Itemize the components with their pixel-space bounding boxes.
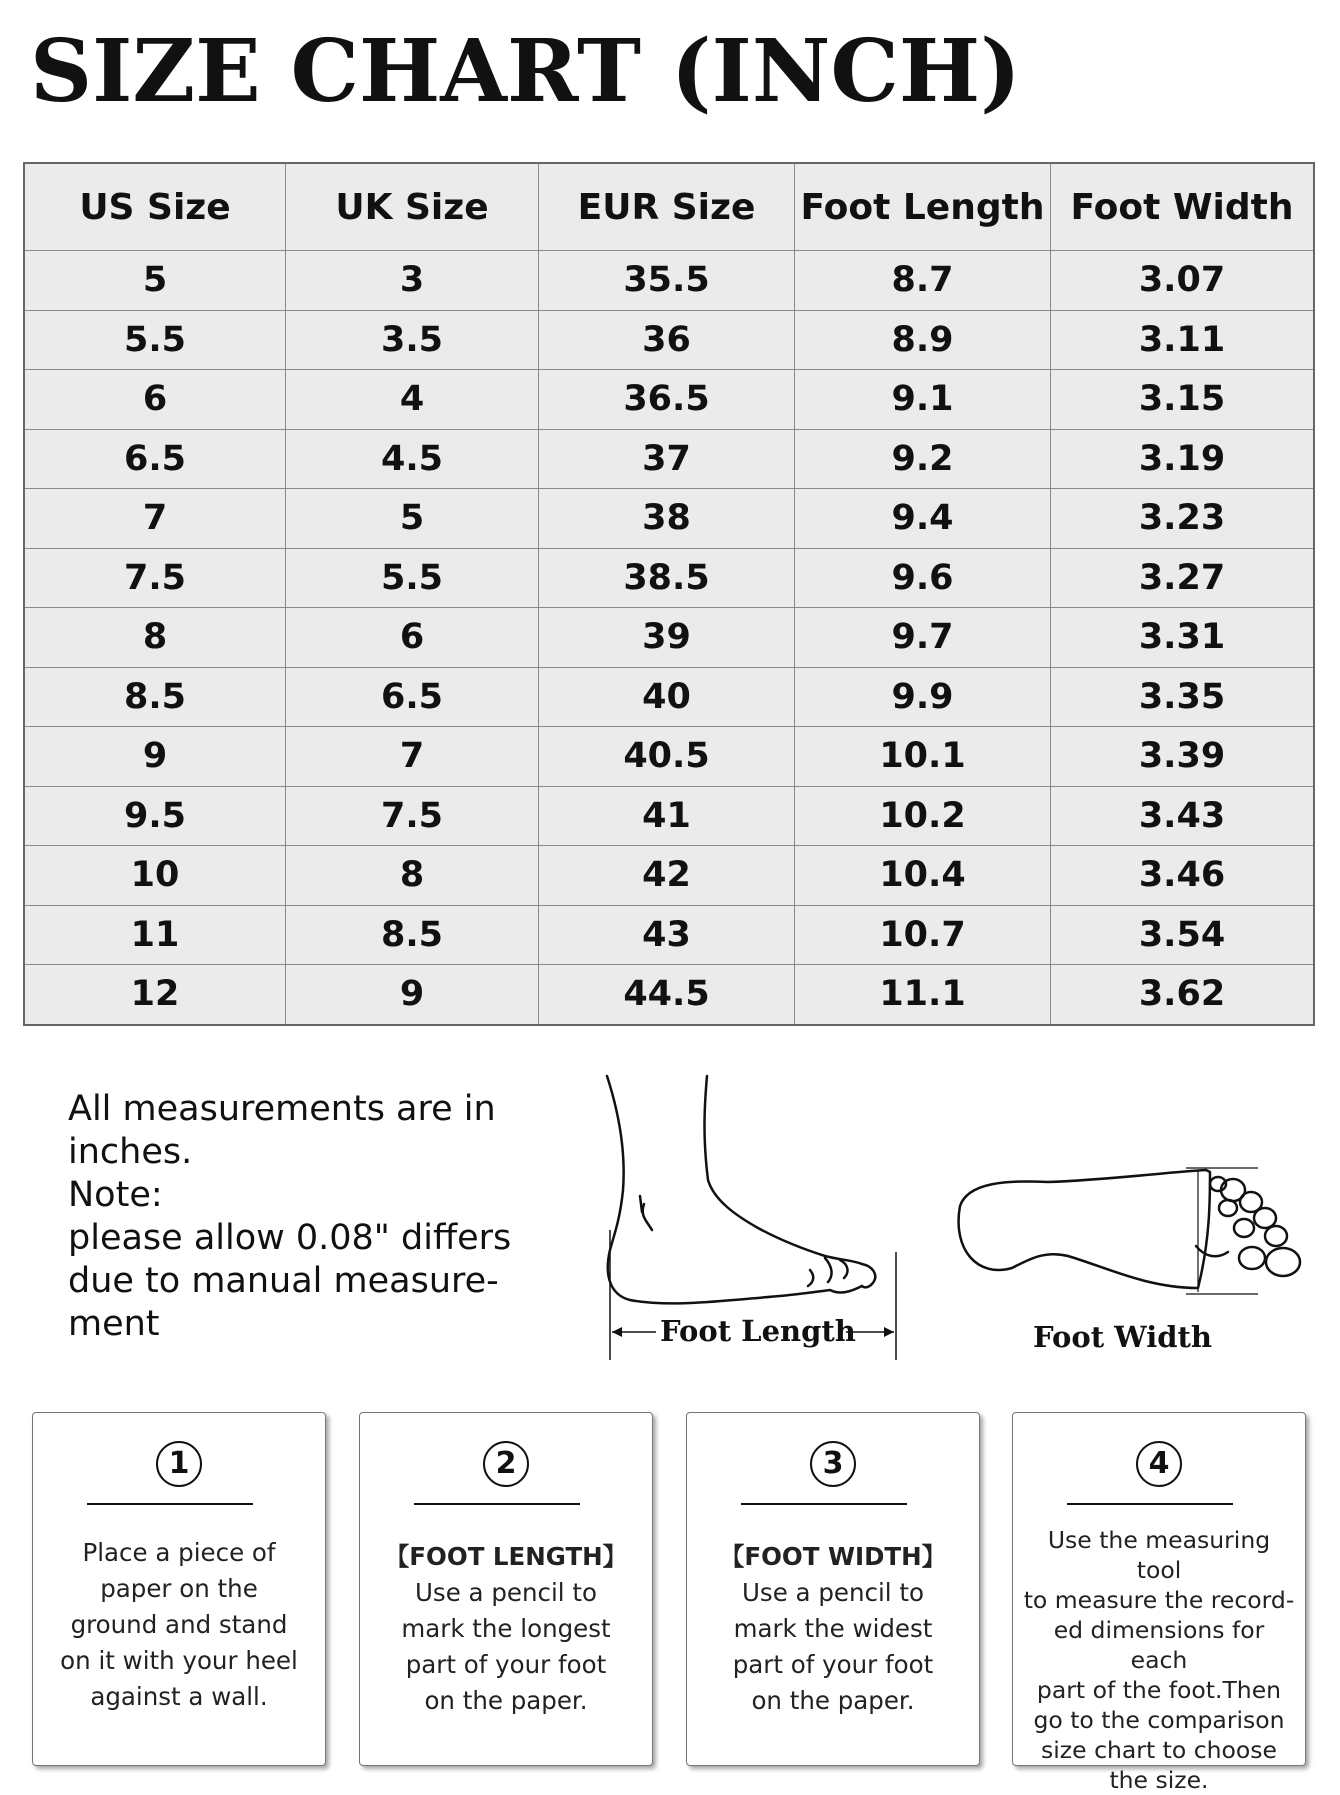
- cell-us-size: 6.5: [24, 429, 286, 489]
- cell-foot-width: 3.27: [1051, 548, 1315, 608]
- size-chart-table: [23, 162, 1315, 1026]
- step-divider: [741, 1503, 907, 1505]
- cell-foot-length: 9.9: [795, 667, 1051, 727]
- step-description: [697, 1539, 969, 1719]
- foot-length-label: Foot Length: [660, 1314, 856, 1348]
- page-title: SIZE CHART (INCH): [30, 21, 1021, 122]
- step-divider: [87, 1503, 253, 1505]
- cell-us-size: 8: [24, 608, 286, 668]
- cell-eur-size: 41: [539, 786, 795, 846]
- step-number: 3: [810, 1441, 856, 1487]
- cell-foot-length: 10.2: [795, 786, 1051, 846]
- cell-foot-width: 3.07: [1051, 251, 1315, 311]
- cell-foot-width: 3.43: [1051, 786, 1315, 846]
- step-text-line: Use a pencil to: [742, 1578, 924, 1607]
- cell-uk-size: 6: [286, 608, 539, 668]
- step-text-line: on the paper.: [751, 1686, 915, 1715]
- cell-uk-size: 5: [286, 489, 539, 549]
- cell-foot-length: 8.9: [795, 310, 1051, 370]
- cell-foot-width: 3.54: [1051, 905, 1315, 965]
- note-line: Note:: [68, 1175, 163, 1215]
- cell-us-size: 8.5: [24, 667, 286, 727]
- step-text-line: Use a pencil to: [415, 1578, 597, 1607]
- step-number: 2: [483, 1441, 529, 1487]
- table-row: [24, 727, 1314, 787]
- header-eur-size: EUR Size: [539, 163, 795, 251]
- step-text-line: ed dimensions for each: [1053, 1616, 1265, 1674]
- cell-foot-length: 9.6: [795, 548, 1051, 608]
- cell-foot-length: 9.2: [795, 429, 1051, 489]
- table-row: [24, 370, 1314, 430]
- step-number: 4: [1136, 1441, 1182, 1487]
- foot-width-label: Foot Width: [1033, 1320, 1213, 1354]
- table-row: [24, 310, 1314, 370]
- cell-us-size: 9.5: [24, 786, 286, 846]
- step-description: [370, 1539, 642, 1719]
- cell-eur-size: 36: [539, 310, 795, 370]
- cell-us-size: 9: [24, 727, 286, 787]
- step-text-line: paper on the: [100, 1574, 258, 1603]
- cell-foot-width: 3.39: [1051, 727, 1315, 787]
- note-line: inches.: [68, 1132, 193, 1172]
- step-text-line: part of your foot: [405, 1650, 607, 1679]
- cell-foot-width: 3.11: [1051, 310, 1315, 370]
- header-us-size: US Size: [24, 163, 286, 251]
- step-heading: 【FOOT LENGTH】: [384, 1542, 628, 1571]
- cell-uk-size: 5.5: [286, 548, 539, 608]
- cell-us-size: 12: [24, 965, 286, 1025]
- cell-eur-size: 44.5: [539, 965, 795, 1025]
- cell-us-size: 5.5: [24, 310, 286, 370]
- note-line: due to manual measure-: [68, 1261, 499, 1301]
- step-card-4: [1012, 1412, 1306, 1794]
- step-text-line: part of the foot.Then: [1036, 1676, 1282, 1704]
- cell-uk-size: 8: [286, 846, 539, 906]
- header-foot-length: Foot Length: [795, 163, 1051, 251]
- cell-foot-length: 10.7: [795, 905, 1051, 965]
- cell-foot-width: 3.23: [1051, 489, 1315, 549]
- note-line: All measurements are in: [68, 1089, 496, 1129]
- cell-foot-width: 3.19: [1051, 429, 1315, 489]
- table-row: [24, 905, 1314, 965]
- table-row: [24, 251, 1314, 311]
- table-header-row: [24, 163, 1314, 251]
- table-row: [24, 965, 1314, 1025]
- cell-foot-width: 3.31: [1051, 608, 1315, 668]
- step-number: 1: [156, 1441, 202, 1487]
- step-text-line: Use the measuring tool: [1047, 1526, 1271, 1584]
- cell-us-size: 6: [24, 370, 286, 430]
- cell-us-size: 11: [24, 905, 286, 965]
- foot-width-diagram: [948, 1160, 1308, 1310]
- cell-foot-length: 9.4: [795, 489, 1051, 549]
- cell-us-size: 7: [24, 489, 286, 549]
- step-text-line: mark the longest: [401, 1614, 611, 1643]
- cell-us-size: 7.5: [24, 548, 286, 608]
- cell-eur-size: 36.5: [539, 370, 795, 430]
- cell-foot-width: 3.15: [1051, 370, 1315, 430]
- cell-uk-size: 4.5: [286, 429, 539, 489]
- table-row: [24, 548, 1314, 608]
- note-line: ment: [68, 1304, 160, 1344]
- cell-eur-size: 37: [539, 429, 795, 489]
- cell-uk-size: 7: [286, 727, 539, 787]
- cell-uk-size: 3.5: [286, 310, 539, 370]
- step-text-line: ground and stand: [70, 1610, 288, 1639]
- cell-foot-length: 8.7: [795, 251, 1051, 311]
- cell-foot-length: 10.1: [795, 727, 1051, 787]
- step-text-line: the size.: [1109, 1766, 1209, 1794]
- step-card-2: [359, 1412, 653, 1766]
- cell-eur-size: 38: [539, 489, 795, 549]
- table-row: [24, 489, 1314, 549]
- step-heading: 【FOOT WIDTH】: [719, 1542, 947, 1571]
- cell-eur-size: 38.5: [539, 548, 795, 608]
- cell-eur-size: 40.5: [539, 727, 795, 787]
- step-card-1: [32, 1412, 326, 1766]
- cell-uk-size: 8.5: [286, 905, 539, 965]
- step-text-line: size chart to choose: [1041, 1736, 1277, 1764]
- cell-uk-size: 7.5: [286, 786, 539, 846]
- cell-eur-size: 40: [539, 667, 795, 727]
- cell-us-size: 10: [24, 846, 286, 906]
- cell-eur-size: 35.5: [539, 251, 795, 311]
- step-text-line: Place a piece of: [82, 1538, 276, 1567]
- cell-foot-length: 9.1: [795, 370, 1051, 430]
- header-uk-size: UK Size: [286, 163, 539, 251]
- cell-eur-size: 42: [539, 846, 795, 906]
- cell-foot-width: 3.62: [1051, 965, 1315, 1025]
- step-description: [1023, 1525, 1295, 1795]
- step-text-line: on it with your heel: [60, 1646, 298, 1675]
- cell-foot-length: 11.1: [795, 965, 1051, 1025]
- table-row: [24, 786, 1314, 846]
- cell-foot-width: 3.46: [1051, 846, 1315, 906]
- table-row: [24, 429, 1314, 489]
- cell-eur-size: 43: [539, 905, 795, 965]
- step-description: [43, 1535, 315, 1715]
- measurement-note: [68, 1088, 548, 1346]
- cell-foot-length: 10.4: [795, 846, 1051, 906]
- table-row: [24, 608, 1314, 668]
- cell-uk-size: 9: [286, 965, 539, 1025]
- cell-foot-width: 3.35: [1051, 667, 1315, 727]
- table-row: [24, 846, 1314, 906]
- cell-eur-size: 39: [539, 608, 795, 668]
- note-line: please allow 0.08" differs: [68, 1218, 512, 1258]
- cell-uk-size: 3: [286, 251, 539, 311]
- header-foot-width: Foot Width: [1051, 163, 1315, 251]
- step-text-line: to measure the record-: [1023, 1586, 1295, 1614]
- step-text-line: against a wall.: [90, 1682, 268, 1711]
- step-text-line: part of your foot: [732, 1650, 934, 1679]
- table-row: [24, 667, 1314, 727]
- cell-us-size: 5: [24, 251, 286, 311]
- step-text-line: go to the comparison: [1033, 1706, 1285, 1734]
- step-divider: [414, 1503, 580, 1505]
- step-text-line: on the paper.: [424, 1686, 588, 1715]
- step-divider: [1067, 1503, 1233, 1505]
- cell-uk-size: 6.5: [286, 667, 539, 727]
- cell-uk-size: 4: [286, 370, 539, 430]
- cell-foot-length: 9.7: [795, 608, 1051, 668]
- step-card-3: [686, 1412, 980, 1766]
- step-text-line: mark the widest: [733, 1614, 933, 1643]
